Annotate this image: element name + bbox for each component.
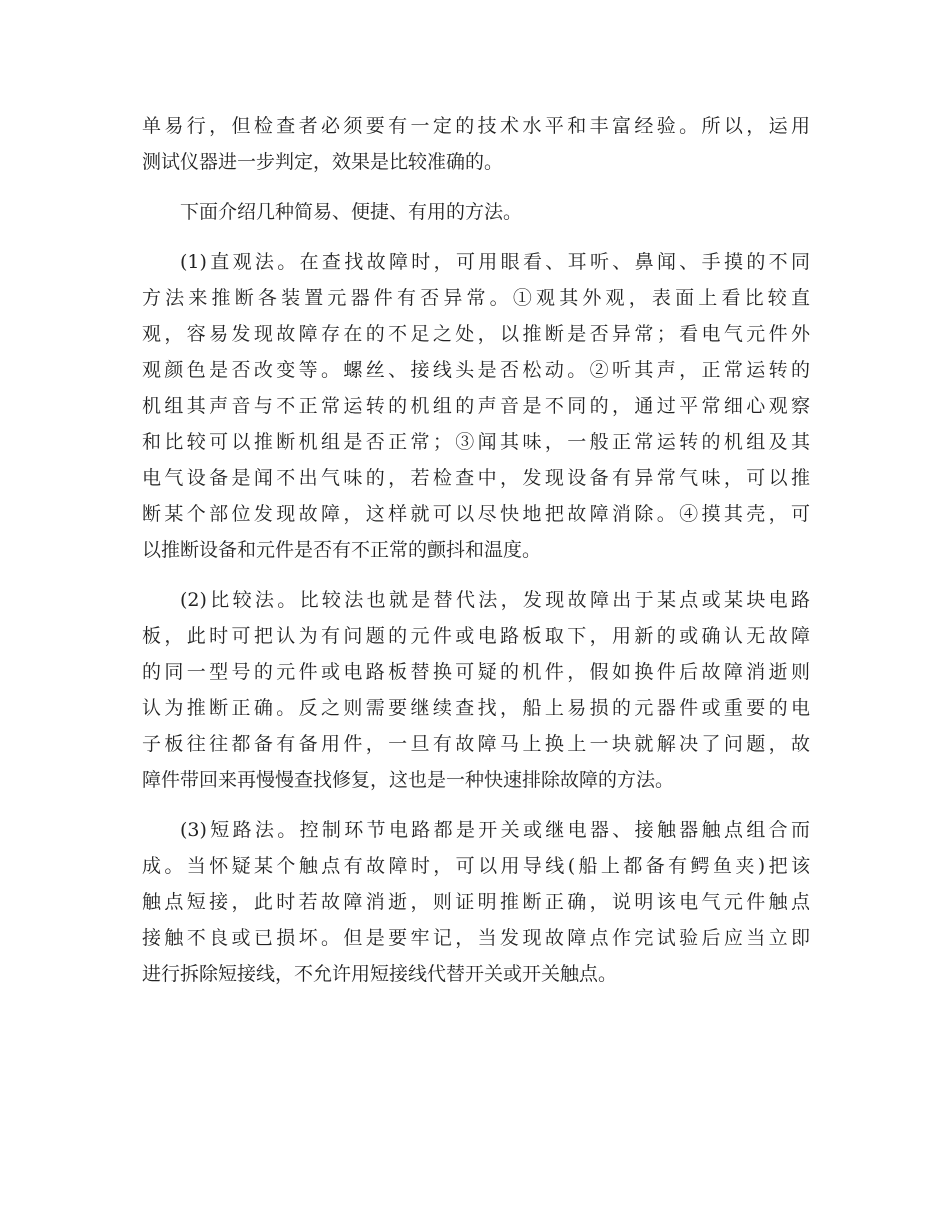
paragraph-methods-intro [142, 194, 810, 230]
text-line: 的同一型号的元件或电路板替换可疑的机件，假如换件后故障消逝则 [142, 661, 810, 683]
text-line: 方法来推断各装置元器件有否异常。①观其外观，表面上看比较直 [142, 287, 810, 309]
text-line: 障件带回来再慢慢查找修复，这也是一种快速排除故障的方法。 [142, 769, 675, 791]
text-line: 电气设备是闻不出气味的，若检查中，发现设备有异常气味，可以推 [142, 467, 810, 489]
text-line: 板，此时可把认为有问题的元件或电路板取下，用新的或确认无故障 [142, 625, 810, 647]
text-line: 和比较可以推断机组是否正常；③闻其味，一般正常运转的机组及其 [142, 431, 810, 453]
document-body [142, 108, 810, 992]
text-line: 接触不良或已损坏。但是要牢记，当发现故障点作完试验后应当立即 [142, 927, 810, 949]
text-line: 机组其声音与不正常运转的机组的声音是不同的，通过平常细心观察 [142, 395, 810, 417]
text-line: (1)直观法。在查找故障时，可用眼看、耳听、鼻闻、手摸的不同 [180, 251, 810, 273]
paragraph-short-circuit-method [142, 812, 810, 992]
text-line: 以推断设备和元件是否有不正常的颤抖和温度。 [142, 539, 542, 561]
text-line: 单易行，但检查者必须要有一定的技术水平和丰富经验。所以，运用 [142, 115, 810, 137]
text-line: 触点短接，此时若故障消逝，则证明推断正确，说明该电气元件触点 [142, 891, 810, 913]
text-line: 认为推断正确。反之则需要继续查找，船上易损的元器件或重要的电 [142, 697, 810, 719]
text-line: (3)短路法。控制环节电路都是开关或继电器、接触器触点组合而 [180, 819, 810, 841]
text-line: 断某个部位发现故障，这样就可以尽快地把故障消除。④摸其壳，可 [142, 503, 810, 525]
text-line: 成。当怀疑某个触点有故障时，可以用导线(船上都备有鳄鱼夹)把该 [142, 855, 810, 877]
paragraph-intro-continuation [142, 108, 810, 180]
text-line: 子板往往都备有备用件，一旦有故障马上换上一块就解决了问题，故 [142, 733, 810, 755]
paragraph-comparison-method [142, 582, 810, 798]
text-line: (2)比较法。比较法也就是替代法，发现故障出于某点或某块电路 [180, 589, 810, 611]
text-line: 观颜色是否改变等。螺丝、接线头是否松动。②听其声，正常运转的 [142, 359, 810, 381]
text-line: 进行拆除短接线，不允许用短接线代替开关或开关触点。 [142, 963, 618, 985]
text-line: 测试仪器进一步判定，效果是比较准确的。 [142, 151, 504, 173]
text-line: 观，容易发现故障存在的不足之处，以推断是否异常；看电气元件外 [142, 323, 810, 345]
paragraph-visual-method [142, 244, 810, 568]
text-line: 下面介绍几种简易、便捷、有用的方法。 [180, 201, 523, 223]
